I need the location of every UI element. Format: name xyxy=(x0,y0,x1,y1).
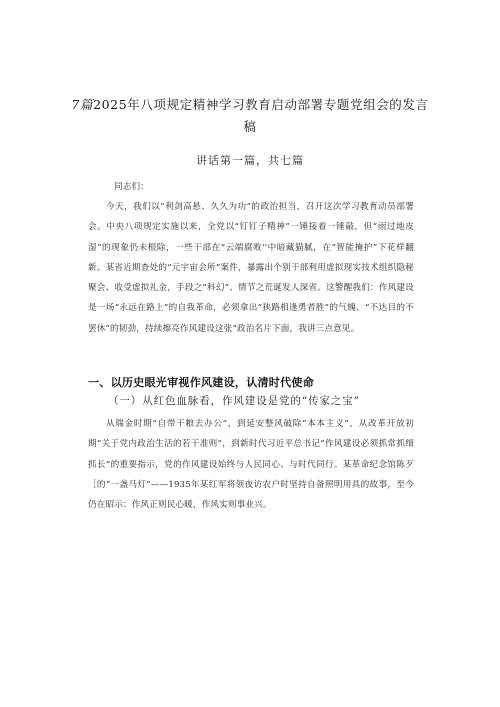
body-paragraph-1: 今天，我们以“利剑高悬、久久为功”的政治担当，召开这次学习教育动员部署会。中央八项规定实施以来，全党以“钉钉子精神”一锤接着一锤敲，但“雨过地皮湿”的现象仍未根除，一些干部在“云端腐败''中暗藏猫腻，在“智能掩护”下花样翻新。某省近期查处的“元宇宙会所”案件，暴露出个别干部利用虚拟现实技术组织隐秘聚会、收受虚拟礼金，手段之“科幻”、情节之荒诞发人深省。这警醒我们：作风建设是一场“永远在路上”的自我革命，必须拿出“狭路相逢勇者胜”的气魄、“不达目的不罢休”的韧劲，持续擦亮作风建设这张“政治名片下面，我讲三点意见。 xyxy=(88,202,414,334)
body-paragraph-2: 从瑞金时期“自带干粮去办公”，到延安整风破除“本本主义”，从改革开放初期“关于党内政治生活的若干准则”，到新时代习近平总书记“作风建设必须抓常抓细抓长”的重要指示，党的作风建设始终与人民同心、与时代同行。某革命纪念馆陈歹［的“一盏马灯”——1935年某红军将领夜访农户时坚持自备照明用具的故事，至今仍在昭示：作风正则民心暖，作风实则事业兴。 xyxy=(88,419,414,511)
greeting: 同志们： xyxy=(114,182,149,192)
subsection-heading-1-1: （一）从红色血脉看，作风建设是党的“传家之宝” xyxy=(108,395,360,407)
document-subtitle: 讲话第一篇，共七篇 xyxy=(196,154,304,167)
title-text: 2025年八项规定精神学习教育启动部署专题党组会的发言稿 xyxy=(93,97,429,134)
document-title xyxy=(70,94,430,138)
title-lead: 7篇 xyxy=(71,97,94,112)
section-heading-1: 一、以历史眼光审视作风建设，认清时代使命 xyxy=(88,376,314,389)
